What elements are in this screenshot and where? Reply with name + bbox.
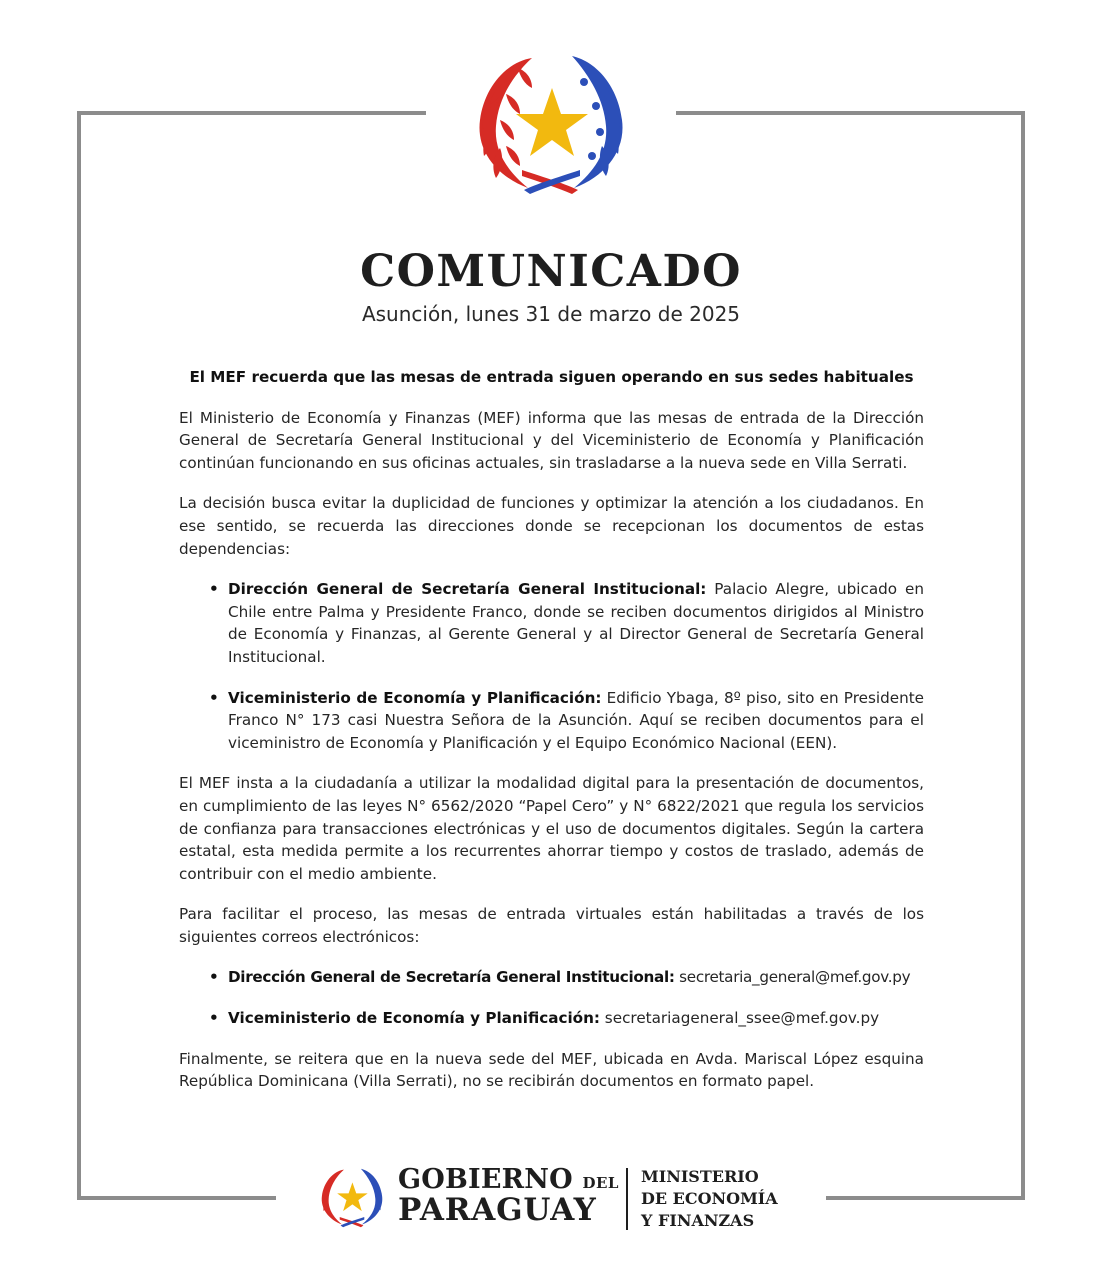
- footer-divider: [626, 1168, 628, 1230]
- paragraph-digital: El MEF insta a la ciudadanía a utilizar la modalidad digital para la presentación de documentos, en cumplimiento de las leyes N° 6562/2020 “Papel Cero” y N° 6822/2021 que regula los servicios de confianza para transacciones electrónicas y el uso de documentos digitales. Según la cartera estatal, esta medida permite a los recurrentes ahorrar tiempo y costos de traslado, además de contribuir con el medio ambiente.: [179, 774, 924, 883]
- frame-top-left-line: [77, 111, 426, 115]
- frame-bottom-left-line: [77, 1196, 276, 1200]
- paraguay-emblem-icon: [316, 1166, 388, 1230]
- email-list: [179, 966, 924, 1029]
- ministry-line: Y FINANZAS: [641, 1211, 755, 1230]
- page-title: COMUNICADO: [360, 246, 742, 297]
- paragraph-closing: Finalmente, se reitera que en la nueva sede del MEF, ubicada en Avda. Mariscal López esquina República Dominicana (Villa Serrati), no se recibirán documentos en formato papel.: [179, 1049, 924, 1091]
- government-name-top: [398, 1164, 619, 1195]
- dateline: Asunción, lunes 31 de marzo de 2025: [361, 302, 741, 326]
- email-office-name: Viceministerio de Economía y Planificación:: [228, 1009, 600, 1028]
- email-address[interactable]: secretaria_general@mef.gov.py: [674, 968, 911, 987]
- frame-bottom-right-line: [826, 1196, 1025, 1200]
- ministry-line: MINISTERIO: [641, 1167, 759, 1186]
- frame-top-right-line: [676, 111, 1025, 115]
- paragraph-decision: La decisión busca evitar la duplicidad de funciones y optimizar la atención a los ciudadanos. En ese sentido, se recuerda las direcciones donde se recepcionan los documentos de estas dependencias:: [179, 494, 924, 558]
- office-detail: Edificio Ybaga, 8º piso, sito en Presidente Franco N° 173 casi Nuestra Señora de la Asunción. Aquí se reciben documentos para el viceministro de Economía y Planificación y el Equipo Económico Nacional (EEN).: [228, 688, 924, 752]
- communique-body: [179, 366, 924, 1111]
- office-name: Viceministerio de Economía y Planificación:: [228, 688, 602, 707]
- paraguay-emblem-icon: [466, 50, 636, 200]
- ministry-line: DE ECONOMÍA: [641, 1189, 778, 1208]
- office-name: Dirección General de Secretaría General Institucional:: [228, 580, 707, 599]
- paragraph-intro: El Ministerio de Economía y Finanzas (MEF) informa que las mesas de entrada de la Dirección General de Secretaría General Institucional y del Viceministerio de Economía y Planificación continúan funcionando en sus oficinas actuales, sin trasladarse a la nueva sede en Villa Serrati.: [179, 408, 924, 472]
- headline: El MEF recuerda que las mesas de entrada siguen operando en sus sedes habituales: [189, 368, 914, 386]
- list-item: [228, 1007, 924, 1030]
- office-address-list: [179, 578, 924, 754]
- list-item: [228, 687, 924, 755]
- email-address[interactable]: secretariageneral_ssee@mef.gov.py: [599, 1009, 880, 1028]
- ministry-name: [641, 1166, 778, 1232]
- government-word-gobierno: GOBIERNO: [398, 1164, 573, 1195]
- government-word-del: DEL: [582, 1174, 619, 1192]
- email-office-name: Dirección General de Secretaría General Institucional:: [228, 968, 675, 987]
- list-item: [228, 966, 924, 989]
- paragraph-virtual-desks: Para facilitar el proceso, las mesas de entrada virtuales están habilitadas a través de los siguientes correos electrónicos:: [179, 905, 924, 946]
- list-item: [228, 578, 924, 668]
- government-word-paraguay: PARAGUAY: [398, 1192, 597, 1228]
- office-detail: Palacio Alegre, ubicado en Chile entre Palma y Presidente Franco, donde se reciben documentos dirigidos al Ministro de Economía y Finanzas, al Gerente General y al Director General de Secretaría General Institucional.: [228, 580, 925, 666]
